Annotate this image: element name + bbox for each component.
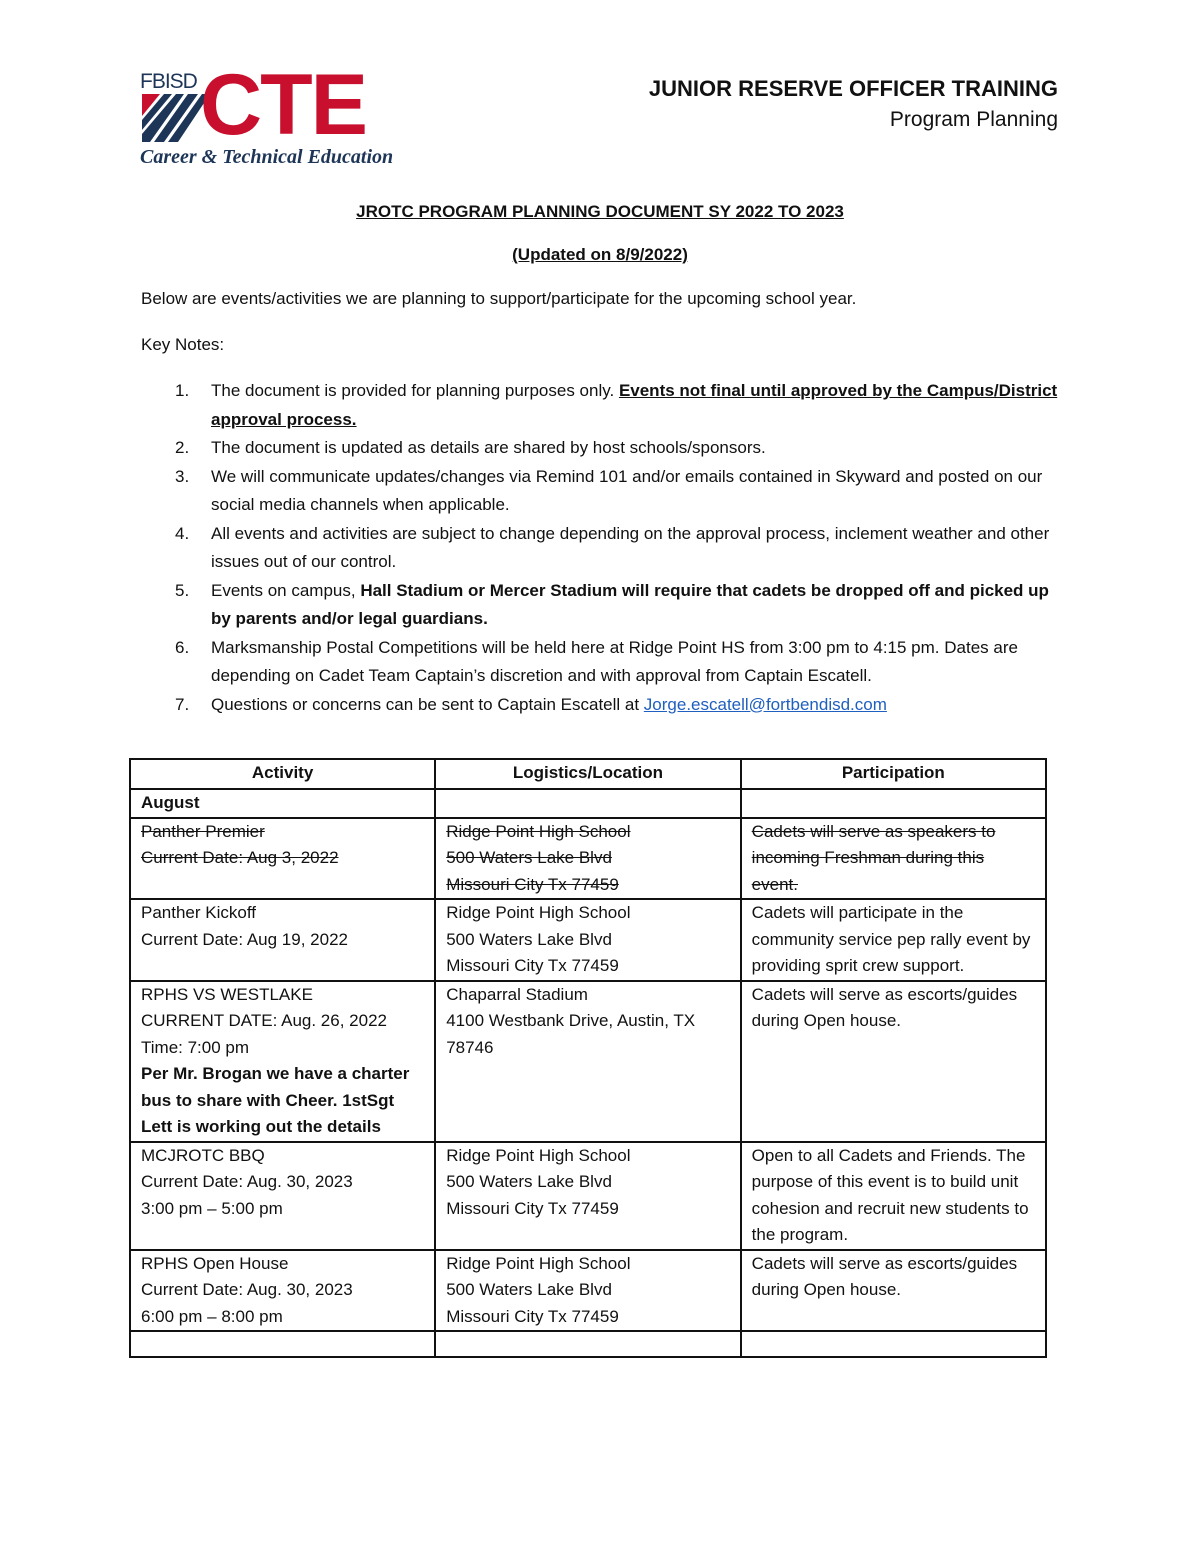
activity-cell — [130, 1142, 435, 1250]
location-cell — [435, 899, 740, 981]
empty-cell — [435, 789, 740, 818]
location-line: 4100 Westbank Drive, Austin, TX 78746 — [446, 1011, 696, 1057]
activity-cell — [130, 1250, 435, 1332]
empty-cell — [435, 1331, 740, 1357]
location-line: Missouri City Tx 77459 — [446, 874, 619, 894]
table-row — [130, 981, 1046, 1142]
planning-table — [129, 758, 1047, 1358]
activity-time: Time: 7:00 pm — [141, 1037, 250, 1057]
activity-time: 6:00 pm – 8:00 pm — [141, 1306, 283, 1326]
note-item — [141, 691, 1061, 720]
activity-cell — [130, 981, 435, 1142]
activity-date: CURRENT DATE: Aug. 26, 2022 — [141, 1011, 387, 1030]
location-line: Ridge Point High School — [446, 903, 631, 922]
month-label: August — [130, 789, 435, 818]
location-line: 500 Waters Lake Blvd — [446, 848, 612, 867]
location-cell — [435, 818, 740, 900]
note-number: 4. — [175, 523, 190, 543]
location-line: Chaparral Stadium — [446, 984, 588, 1004]
location-line: 500 Waters Lake Blvd — [446, 1280, 612, 1299]
participation-cell: Cadets will serve as escorts/guides during Open house. — [741, 981, 1046, 1142]
location-line: Ridge Point High School — [446, 821, 631, 841]
location-line: Ridge Point High School — [446, 1145, 631, 1165]
note-emphasis: Events not final until approved by the Campus/District approval process. — [211, 381, 1058, 429]
logo-cte-text: CTE — [200, 57, 366, 153]
note-text: Questions or concerns can be sent to Captain Escatell at — [211, 694, 644, 714]
activity-note: Per Mr. Brogan we have a charter bus to share with Cheer. 1stSgt Lett is working out the details — [141, 1064, 410, 1136]
note-emphasis: Hall Stadium or Mercer Stadium will require that cadets be dropped off and picked up by parents and/or legal guardians. — [211, 580, 1049, 628]
document-title: JROTC PROGRAM PLANNING DOCUMENT SY 2022 TO 2023 — [356, 202, 844, 221]
activity-time: 3:00 pm – 5:00 pm — [141, 1198, 283, 1218]
activity-date: Current Date: Aug 3, 2022 — [141, 848, 339, 867]
table-row — [130, 818, 1046, 900]
empty-cell — [741, 789, 1046, 818]
table-month-row — [130, 789, 1046, 818]
note-number: 7. — [175, 694, 190, 714]
note-item — [141, 463, 1061, 520]
activity-name: MCJROTC BBQ — [141, 1145, 265, 1165]
location-line: Ridge Point High School — [446, 1253, 631, 1273]
header-subtitle: Program Planning — [889, 108, 1058, 131]
activity-name: RPHS VS WESTLAKE — [141, 984, 313, 1004]
intro-paragraph: Below are events/activities we are planning to support/participate for the upcoming school year. — [141, 289, 857, 308]
participation-cell: Cadets will serve as escorts/guides during Open house. — [741, 1250, 1046, 1332]
location-line: 500 Waters Lake Blvd — [446, 1172, 612, 1191]
note-item — [141, 634, 1061, 691]
note-number: 3. — [175, 466, 190, 486]
location-cell — [435, 1142, 740, 1250]
activity-date: Current Date: Aug. 30, 2023 — [141, 1172, 353, 1191]
activity-name: Panther Premier — [141, 821, 265, 841]
column-header-location: Logistics/Location — [435, 759, 740, 789]
location-cell — [435, 1250, 740, 1332]
note-item — [141, 520, 1061, 577]
logo-chevron-icon — [142, 94, 206, 142]
participation-cell: Cadets will serve as speakers to incoming Freshman during this event. — [741, 818, 1046, 900]
location-cell — [435, 981, 740, 1142]
note-item — [141, 377, 1061, 434]
logo-fbisd-text: FBISD — [140, 70, 197, 93]
empty-cell — [130, 1331, 435, 1357]
fbisd-cte-logo — [140, 57, 394, 175]
activity-cell — [130, 818, 435, 900]
activity-date: Current Date: Aug 19, 2022 — [141, 929, 348, 949]
participation-cell: Open to all Cadets and Friends. The purpose of this event is to build unit cohesion and recruit new students to the program. — [741, 1142, 1046, 1250]
key-notes-list — [141, 377, 1061, 719]
location-line: Missouri City Tx 77459 — [446, 1306, 619, 1326]
document-updated-date: (Updated on 8/9/2022) — [512, 245, 688, 264]
column-header-participation: Participation — [741, 759, 1046, 789]
activity-name: RPHS Open House — [141, 1253, 289, 1273]
table-row — [130, 1250, 1046, 1332]
table-row — [130, 1142, 1046, 1250]
table-row — [130, 899, 1046, 981]
key-notes-label: Key Notes: — [141, 335, 225, 354]
empty-cell — [741, 1331, 1046, 1357]
note-text: Marksmanship Postal Competitions will be held here at Ridge Point HS from 3:00 pm to 4:15 pm. Dates are depending on Cadet Team Captain’s discretion and with approval from Captain Escatell. — [211, 637, 1018, 685]
table-header-row — [130, 759, 1046, 789]
location-line: Missouri City Tx 77459 — [446, 956, 619, 975]
note-text: Events on campus, — [211, 580, 361, 600]
column-header-activity: Activity — [130, 759, 435, 789]
table-empty-row — [130, 1331, 1046, 1357]
activity-cell — [130, 899, 435, 981]
note-number: 5. — [175, 580, 190, 600]
location-line: 500 Waters Lake Blvd — [446, 929, 612, 949]
email-link[interactable]: Jorge.escatell@fortbendisd.com — [643, 694, 887, 714]
note-text: The document is updated as details are shared by host schools/sponsors. — [211, 438, 766, 457]
note-text: All events and activities are subject to change depending on the approval process, inclement weather and other issues out of our control. — [211, 523, 1050, 571]
activity-date: Current Date: Aug. 30, 2023 — [141, 1280, 353, 1299]
note-number: 6. — [175, 637, 190, 657]
note-item — [141, 434, 1061, 463]
header-title: JUNIOR RESERVE OFFICER TRAINING — [648, 76, 1058, 101]
participation-cell: Cadets will participate in the community service pep rally event by providing sprit crew support. — [741, 899, 1046, 981]
note-item — [141, 577, 1061, 634]
activity-name: Panther Kickoff — [141, 903, 256, 922]
note-number: 2. — [175, 438, 190, 457]
logo-tagline: Career & Technical Education — [140, 146, 394, 168]
location-line: Missouri City Tx 77459 — [446, 1198, 619, 1218]
note-text: The document is provided for planning purposes only. — [211, 381, 619, 400]
note-number: 1. — [175, 381, 190, 400]
note-text: We will communicate updates/changes via Remind 101 and/or emails contained in Skyward and posted on our social media channels when applicable. — [211, 466, 1043, 514]
